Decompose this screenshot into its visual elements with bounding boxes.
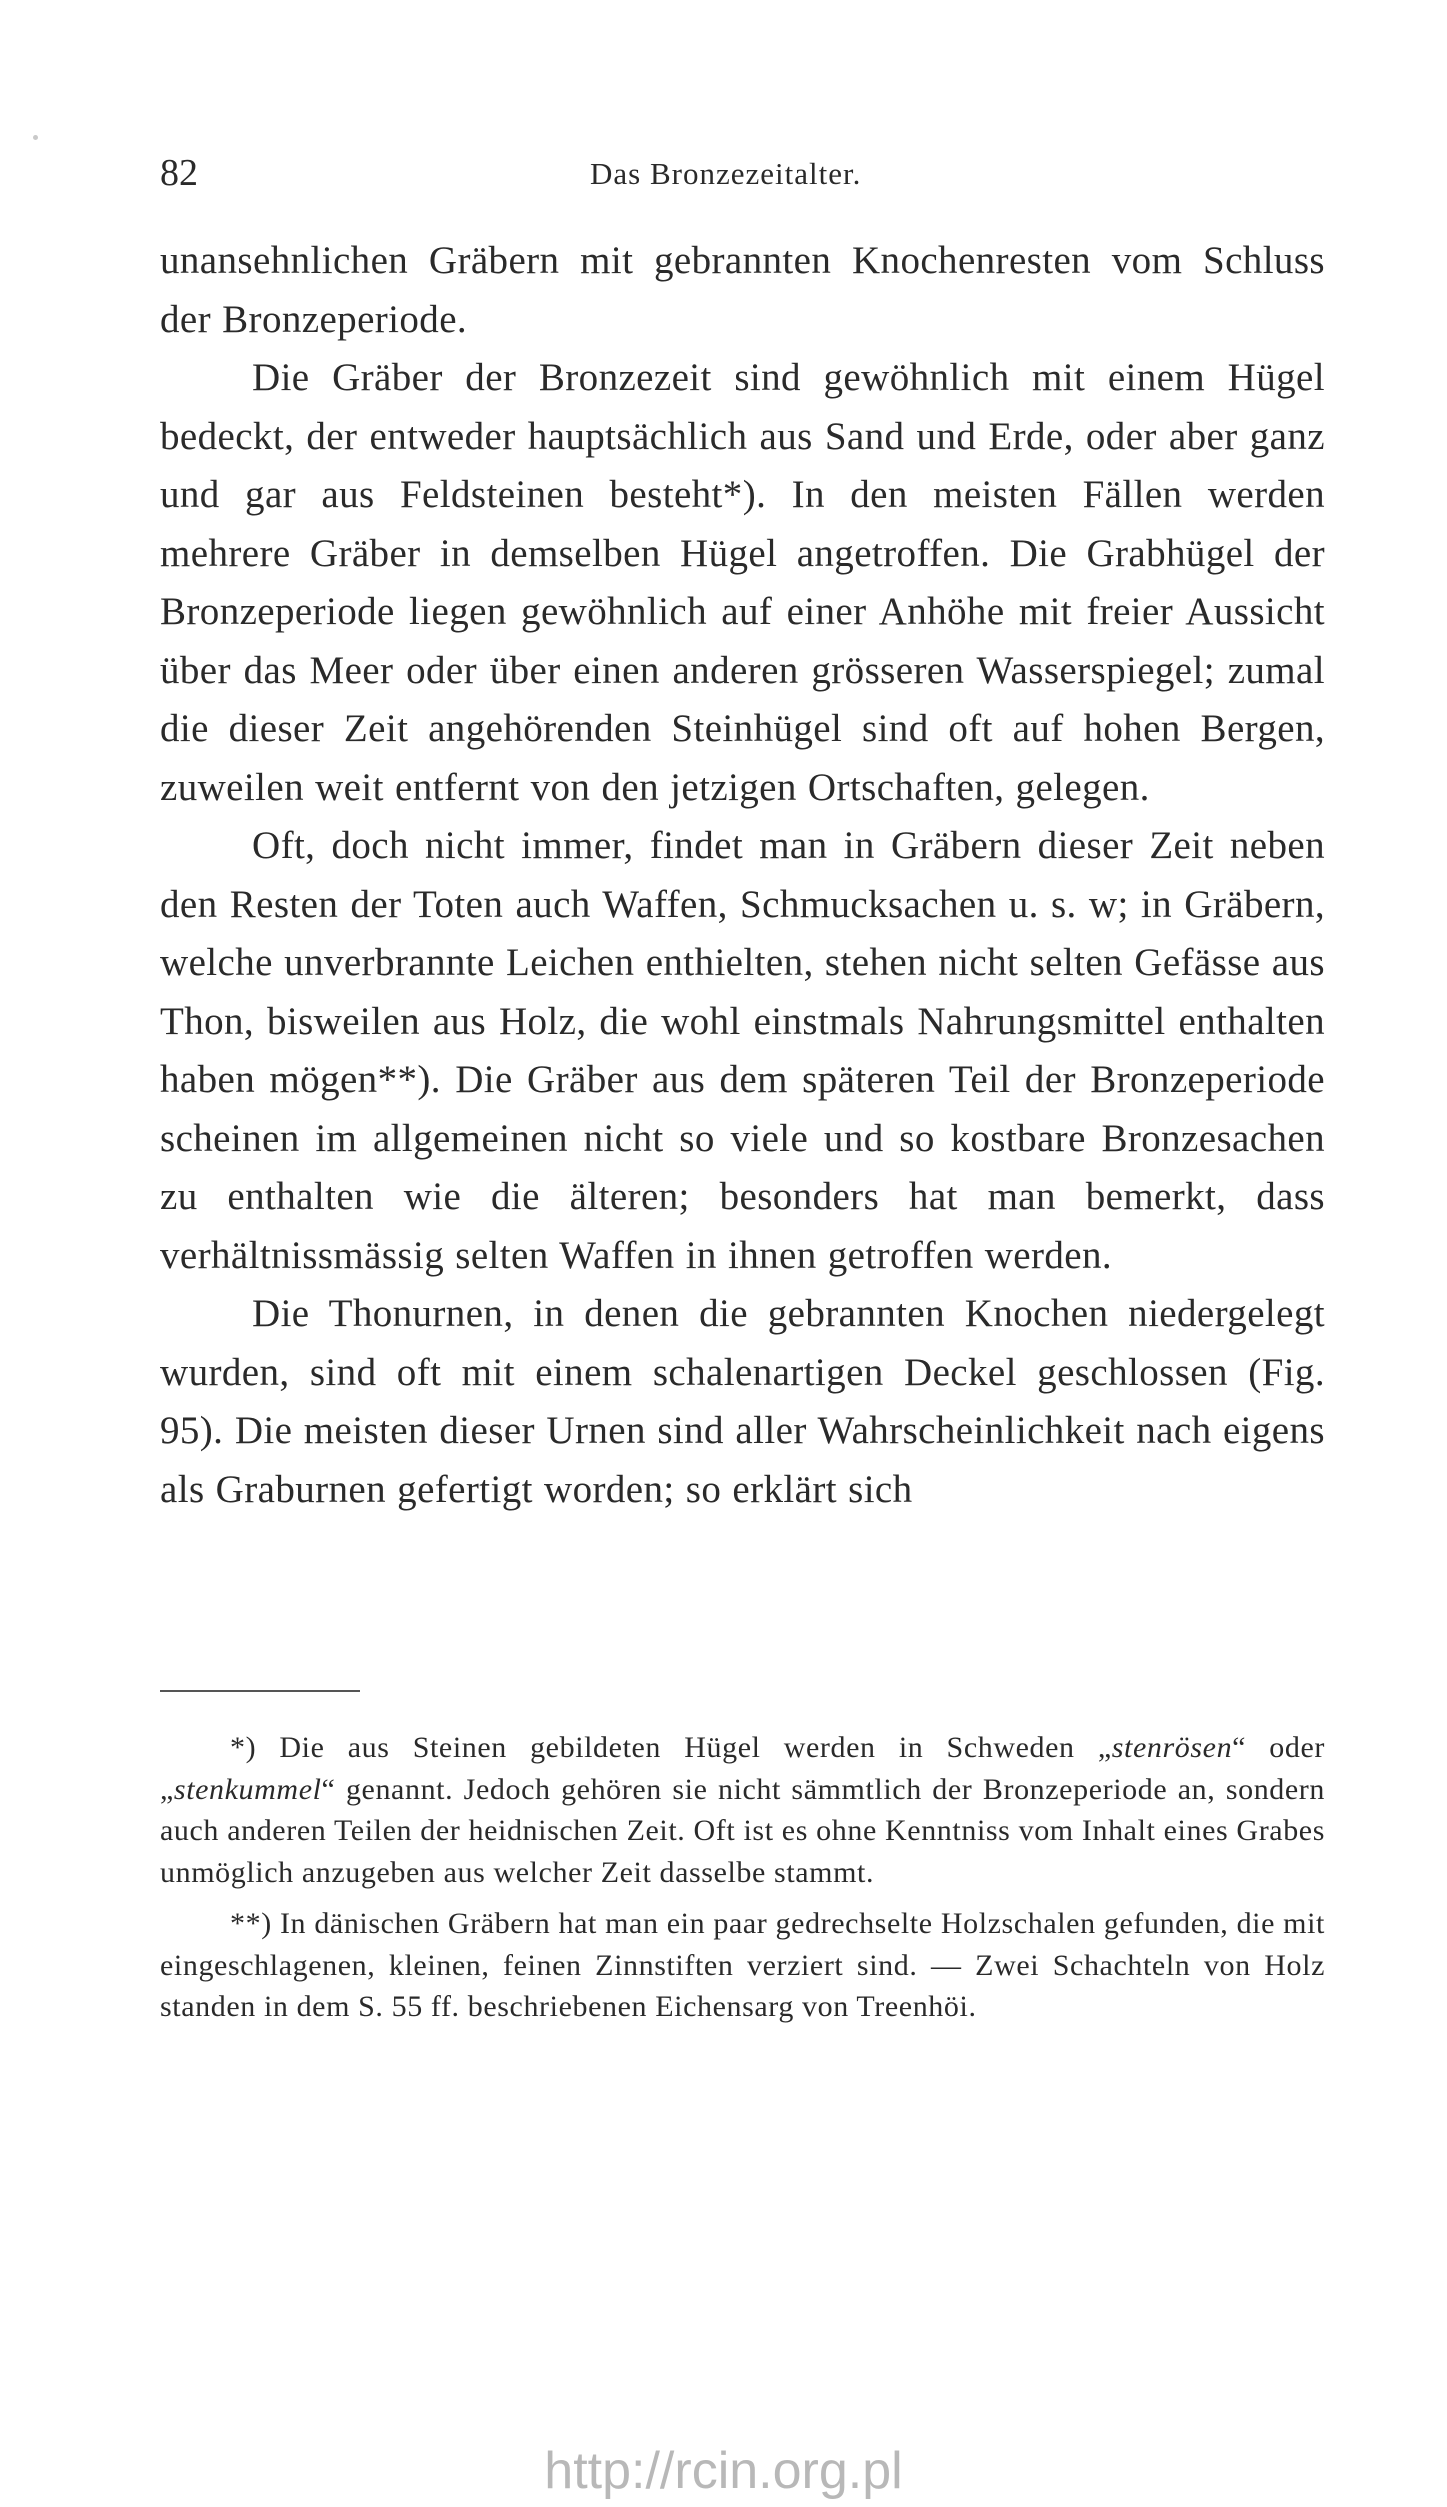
paragraph-4: Die Thonurnen, in denen die gebrannten Knochen niedergelegt wurden, sind oft mit einem schalenartigen Deckel geschlossen (Fig. 95). Die meisten dieser Urnen sind aller Wahrscheinlichkeit nach eigens als Graburnen gefertigt worden; so erklärt sich bbox=[160, 1292, 1325, 1511]
footnote-1-text-a: *) Die aus Steinen gebildeten Hügel werden in Schweden „ bbox=[230, 1731, 1112, 1764]
footnote-2: **) In dänischen Gräbern hat man ein paar gedrechselte Holzschalen gefunden, die mit eingeschlagenen, kleinen, feinen Zinnstiften verziert sind. — Zwei Schachteln von Holz standen in dem S. 55 ff. beschriebenen Eichensarg von Treenhöi. bbox=[160, 1907, 1325, 2023]
footnote-1-term-stenrosen: stenrösen bbox=[1111, 1731, 1233, 1764]
paper-speck bbox=[33, 135, 38, 140]
footnote-1-text-b: “ oder „ bbox=[160, 1731, 1325, 1806]
footnotes bbox=[160, 1727, 1325, 2038]
paragraph-1: unansehnlichen Gräbern mit gebrannten Knochenresten vom Schluss der Bronzeperiode. bbox=[160, 239, 1325, 341]
footnote-1-text-c: “ genannt. Jedoch gehören sie nicht sämmtlich der Bronzeperiode an, sondern auch anderen Teilen der heidnischen Zeit. Oft ist es ohne Kenntniss vom Inhalt eines Grabes unmöglich anzugeben aus welcher Zeit dasselbe stammt. bbox=[160, 1772, 1325, 1889]
footnote-divider bbox=[160, 1690, 360, 1692]
page-number: 82 bbox=[160, 152, 198, 194]
source-watermark: http://rcin.org.pl bbox=[544, 2442, 903, 2500]
footnote-1-term-stenkummel: stenkummel bbox=[173, 1772, 322, 1806]
running-title: Das Bronzezeitalter. bbox=[590, 156, 862, 191]
body-text bbox=[160, 232, 1325, 1519]
paragraph-2: Die Gräber der Bronzezeit sind gewöhnlich mit einem Hügel bedeckt, der entweder hauptsächlich aus Sand und Erde, oder aber ganz und gar aus Feldsteinen besteht*). In den meisten Fällen werden mehrere Gräber in demselben Hügel angetroffen. Die Grabhügel der Bronzeperiode liegen gewöhnlich auf einer Anhöhe mit freier Aussicht über das Meer oder über einen anderen grösseren Wasserspiegel; zumal die dieser Zeit angehörenden Steinhügel sind oft auf hohen Bergen, zuweilen weit entfernt von den jetzigen Ortschaften, gelegen. bbox=[160, 356, 1325, 809]
paragraph-3: Oft, doch nicht immer, findet man in Gräbern dieser Zeit neben den Resten der Toten auch Waffen, Schmucksachen u. s. w; in Gräbern, welche unverbrannte Leichen enthielten, stehen nicht selten Gefässe aus Thon, bisweilen aus Holz, die wohl einstmals Nahrungsmittel enthalten haben mögen**). Die Gräber aus dem späteren Teil der Bronzeperiode scheinen im allgemeinen nicht so viele und so kostbare Bronzesachen zu enthalten wie die älteren; besonders hat man bemerkt, dass verhältnissmässig selten Waffen in ihnen getroffen werden. bbox=[160, 824, 1325, 1277]
footnote-1 bbox=[160, 1727, 1325, 1893]
page-header bbox=[160, 150, 1325, 196]
